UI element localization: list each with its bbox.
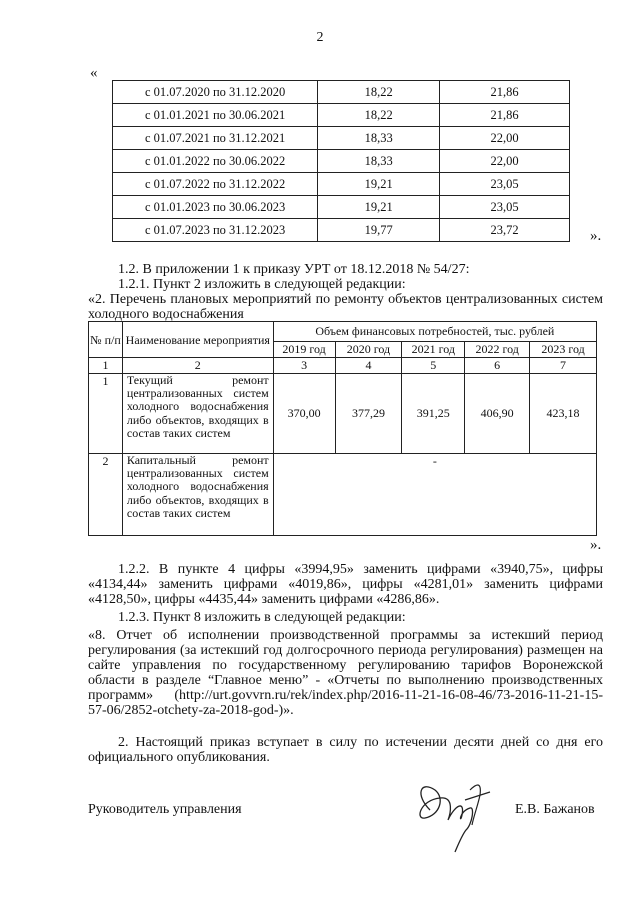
- tariff-period-cell: с 01.01.2021 по 30.06.2021: [113, 104, 318, 127]
- tariff-value-1-cell: 18,33: [318, 127, 440, 150]
- tariff-row: [113, 81, 570, 104]
- row-number: 1: [89, 374, 123, 454]
- header-name: Наименование мероприятия: [122, 322, 273, 358]
- quote-close: ».: [590, 228, 602, 244]
- row-merged-value: -: [273, 454, 596, 536]
- header-year: 2022 год: [465, 342, 530, 358]
- column-number: 6: [465, 358, 530, 374]
- paragraph-1-2-2: 1.2.2. В пункте 4 цифры «3994,95» заменить цифрами «3940,75», цифры «4134,44» заменить цифрами «4019,86», цифры «4281,01» заменить цифрами «4128,50», цифры «4435,44» заменить цифрами «4286,86».: [88, 562, 603, 607]
- tariff-value-2-cell: 21,86: [440, 81, 570, 104]
- tariff-period-cell: с 01.07.2021 по 31.12.2021: [113, 127, 318, 150]
- row-name: Капитальный ремонт централизованных систем холодного водоснабжения либо объектов, входящих в состав таких систем: [122, 454, 273, 536]
- quote-close-2: ».: [590, 537, 602, 553]
- row-value: 423,18: [530, 374, 597, 454]
- tariff-value-2-cell: 21,86: [440, 104, 570, 127]
- tariff-period-cell: с 01.07.2022 по 31.12.2022: [113, 173, 318, 196]
- plan-row: [89, 454, 597, 536]
- tariff-table: [112, 80, 570, 242]
- column-number: 3: [273, 358, 335, 374]
- row-value: 391,25: [402, 374, 465, 454]
- tariff-value-1-cell: 19,21: [318, 173, 440, 196]
- tariff-period-cell: с 01.01.2022 по 30.06.2022: [113, 150, 318, 173]
- tariff-value-1-cell: 19,21: [318, 196, 440, 219]
- column-number: 4: [335, 358, 402, 374]
- paragraph-1-2: 1.2. В приложении 1 к приказу УРТ от 18.12.2018 № 54/27:: [118, 262, 470, 277]
- tariff-value-1-cell: 18,22: [318, 104, 440, 127]
- tariff-period-cell: с 01.07.2023 по 31.12.2023: [113, 219, 318, 242]
- row-value: 406,90: [465, 374, 530, 454]
- paragraph-2: 2. Настоящий приказ вступает в силу по истечении десяти дней со дня его официального опубликования.: [88, 735, 603, 765]
- column-number: 7: [530, 358, 597, 374]
- tariff-row: [113, 173, 570, 196]
- tariff-value-2-cell: 23,72: [440, 219, 570, 242]
- tariff-period-cell: с 01.07.2020 по 31.12.2020: [113, 81, 318, 104]
- tariff-value-1-cell: 18,33: [318, 150, 440, 173]
- column-number: 5: [402, 358, 465, 374]
- tariff-value-1-cell: 19,77: [318, 219, 440, 242]
- tariff-row: [113, 150, 570, 173]
- row-value: 370,00: [273, 374, 335, 454]
- tariff-row: [113, 104, 570, 127]
- row-name: Текущий ремонт централизованных систем холодного водоснабжения либо объектов, входящих в состав таких систем: [122, 374, 273, 454]
- tariff-period-cell: с 01.01.2023 по 30.06.2023: [113, 196, 318, 219]
- tariff-row: [113, 127, 570, 150]
- plan-table: [88, 321, 597, 536]
- header-year: 2021 год: [402, 342, 465, 358]
- handwritten-signature: [410, 770, 515, 855]
- tariff-row: [113, 219, 570, 242]
- header-year: 2019 год: [273, 342, 335, 358]
- tariff-value-1-cell: 18,22: [318, 81, 440, 104]
- header-num: № п/п: [89, 322, 123, 358]
- page-number: 2: [316, 30, 324, 45]
- signature-name: Е.В. Бажанов: [515, 802, 595, 817]
- header-year: 2023 год: [530, 342, 597, 358]
- signature-position: Руководитель управления: [88, 802, 242, 817]
- tariff-value-2-cell: 23,05: [440, 173, 570, 196]
- tariff-value-2-cell: 22,00: [440, 150, 570, 173]
- column-number: 1: [89, 358, 123, 374]
- plan-row: [89, 374, 597, 454]
- paragraph-8: «8. Отчет об исполнении производственной программы за истекший период регулирования (за истекший год долгосрочного периода регулирования) размещен на сайте управления по государственному регулированию тарифов Воронежской области в разделе “Главное меню” - «Отчеты по выполнению производственных программ» (http://urt.govvrn.ru/rek/index.php/2016-11-21-16-08-46/73-2016-11-21-15-57-06/2852-otchety-za-2018-god-)».: [88, 628, 603, 718]
- header-volume: Объем финансовых потребностей, тыс. рублей: [273, 322, 596, 342]
- tariff-row: [113, 196, 570, 219]
- paragraph-1-2-3: 1.2.3. Пункт 8 изложить в следующей редакции:: [118, 610, 406, 625]
- paragraph-1-2-1: 1.2.1. Пункт 2 изложить в следующей редакции:: [118, 277, 406, 292]
- header-year: 2020 год: [335, 342, 402, 358]
- column-number: 2: [122, 358, 273, 374]
- list-title: «2. Перечень плановых мероприятий по ремонту объектов централизованных систем холодного водоснабжения: [88, 292, 603, 322]
- tariff-value-2-cell: 23,05: [440, 196, 570, 219]
- row-number: 2: [89, 454, 123, 536]
- quote-open: «: [90, 65, 98, 81]
- tariff-value-2-cell: 22,00: [440, 127, 570, 150]
- row-value: 377,29: [335, 374, 402, 454]
